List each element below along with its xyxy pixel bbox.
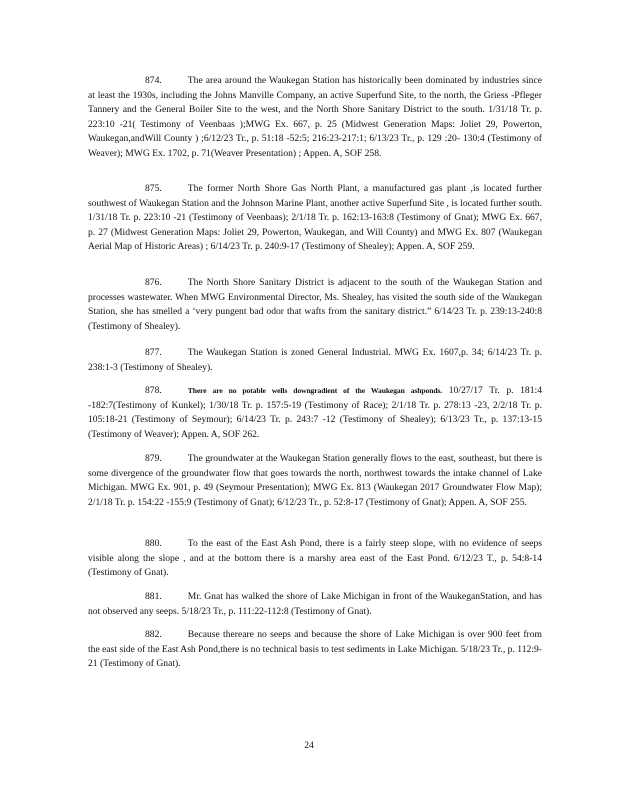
paragraph-number: 879. — [145, 453, 162, 464]
paragraph-text: The former North Shore Gas North Plant, a manufactured gas plant ,is located further southwest of Waukegan Station and the Johnson Marine Plant, another active Superfund Site , is located further south. 1/31/18 Tr. p. 223:10 -21 (Testimony of Veenbaas); 2/1/18 Tr. p. 162:13-163:8 (Testimony of Gnat); MWG Ex. 667, p. 27 (Midwest Generation Maps: Joliet 29, Powerton, Waukegan, and Will County) and MWG Ex. 807 (Waukegan Aerial Map of Historic Areas) ; 6/14/23 Tr. p. 240:9-17 (Testimony of Shealey); Appen. A, SOF 259. — [88, 183, 542, 253]
paragraph-number: 876. — [145, 277, 162, 288]
paragraph-877 — [88, 346, 542, 375]
paragraph-881 — [88, 590, 542, 619]
paragraph-text: The North Shore Sanitary District is adjacent to the south of the Waukegan Station and processes wastewater. When MWG Environmental Director, Ms. Shealey, has visited the south side of the Waukegan Station, she has smelled a ‘very pungent bad odor that wafts from the sanitary district.” 6/14/23 Tr. p. 239:13-240:8 (Testimony of Shealey). — [88, 277, 542, 332]
paragraph-number: 874. — [145, 75, 162, 86]
paragraph-number: 880. — [145, 538, 162, 549]
paragraph-876 — [88, 276, 542, 334]
paragraph-text: The groundwater at the Waukegan Station generally flows to the east, southeast, but there is some divergence of the groundwater flow that goes towards the north, northwest towards the intake channel of Lake Michigan. MWG Ex. 901, p. 49 (Seymour Presentation); MWG Ex. 813 (Waukegan 2017 Groundwater Flow Map); 2/1/18 Tr. p. 154:22 -155:9 (Testimony of Gnat); 6/12/23 Tr., p. 52:8-17 (Testimony of Gnat); Appen. A, SOF 255. — [88, 453, 542, 508]
paragraph-number: 881. — [145, 591, 162, 602]
paragraph-879 — [88, 452, 542, 510]
paragraph-number: 878. — [145, 385, 162, 396]
paragraph-875 — [88, 182, 542, 255]
paragraph-number: 877. — [145, 347, 162, 358]
paragraph-text: Mr. Gnat has walked the shore of Lake Michigan in front of the WaukeganStation, and has not observed any seeps. 5/18/23 Tr., p. 111:22-112:8 (Testimony of Gnat). — [88, 591, 542, 617]
paragraph-intro: There are no potable wells downgradient of the Waukegan ashponds. — [187, 386, 443, 395]
paragraph-number: 875. — [145, 183, 162, 194]
paragraph-874 — [88, 74, 542, 162]
paragraph-number: 882. — [145, 629, 162, 640]
paragraph-text: 10/27/17 Tr. p. 181:4 -182:7(Testimony of Kunkel); 1/30/18 Tr. p. 157:5-19 (Testimony of Race); 2/1/18 Tr. p. 278:13 -23, 2/2/18 Tr. p. 105:18-21 (Testimony of Seymour); 6/14/23 Tr. p. 243:7 -12 (Testimony of Shealey); 6/13/23 Tr., p. 137:13-15 (Testimony of Weaver); Appen. A, SOF 262. — [88, 385, 542, 440]
paragraph-880 — [88, 537, 542, 581]
paragraph-882 — [88, 628, 542, 672]
paragraph-text: To the east of the East Ash Pond, there is a fairly steep slope, with no evidence of seeps visible along the slope , and at the bottom there is a marshy area east of the East Pond. 6/12/23 T., p. 54:8-14 (Testimony of Gnat). — [88, 538, 542, 579]
paragraph-878 — [88, 384, 542, 442]
paragraph-text: The Waukegan Station is zoned General Industrial. MWG Ex. 1607,p. 34; 6/14/23 Tr. p. 238:1-3 (Testimony of Shealey). — [88, 347, 542, 373]
paragraph-text: The area around the Waukegan Station has historically been dominated by industries since at least the 1930s, including the Johns Manville Company, an active Superfund Site, to the north, the Griess -Pfleger Tannery and the General Boiler Site to the west, and the North Shore Sanitary District to the south. 1/31/18 Tr. p. 223:10 -21( Testimony of Veenbaas );MWG Ex. 667, p. 25 (Midwest Generation Maps: Joliet 29, Powerton, Waukegan,andWill County ) ;6/12/23 Tr., p. 51:18 -52:5; 216:23-217:1; 6/13/23 Tr., p. 129 :20- 130:4 (Testimony of Weaver); MWG Ex. 1702, p. 71(Weaver Presentation) ; Appen. A, SOF 258. — [88, 75, 542, 159]
page-number: 24 — [304, 740, 314, 751]
paragraph-text: Because thereare no seeps and because the shore of Lake Michigan is over 900 feet from the east side of the East Ash Pond,there is no technical basis to test sediments in Lake Michigan. 5/18/23 Tr., p. 112:9-21 (Testimony of Gnat). — [88, 629, 542, 670]
